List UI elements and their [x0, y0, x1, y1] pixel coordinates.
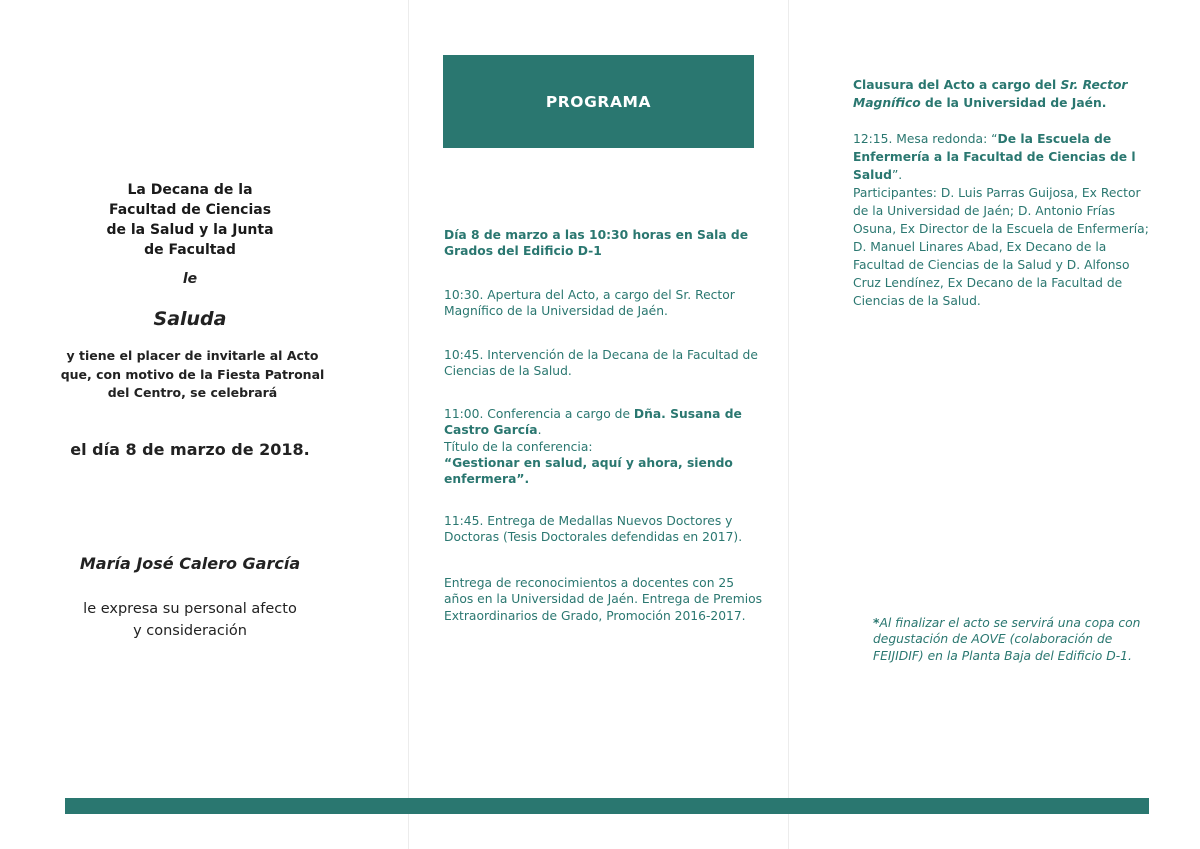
le-text: le	[182, 271, 198, 287]
conference-title: “Gestionar en salud, aquí y ahora, siendo enfermera”.	[444, 455, 733, 487]
program-item-opening: 10:30. Apertura del Acto, a cargo del Sr. Rector Magnífico de la Universidad de Jaén.	[444, 288, 735, 319]
fold-line-left	[408, 0, 409, 849]
clausura-suffix: de la Universidad de Jaén.	[920, 96, 1107, 110]
closing-line: le expresa su personal afecto	[83, 601, 297, 617]
invite-line: del Centro, se celebrará	[107, 385, 278, 400]
intro-line: La Decana de la	[127, 182, 253, 198]
reception-note	[873, 615, 1153, 664]
conference-title-label: Título de la conferencia:	[444, 439, 593, 454]
conference-prefix: 11:00. Conferencia a cargo de	[444, 407, 634, 421]
program-item-speech: 10:45. Intervención de la Decana de la Facultad de Ciencias de la Salud.	[444, 348, 758, 379]
fold-line-right	[788, 0, 789, 849]
programa-title: PROGRAMA	[545, 92, 652, 111]
invite-text	[50, 347, 335, 403]
mesa-title: De la Escuela de Enfermería a la Facultad de Ciencias de l Salud	[853, 132, 1136, 182]
round-table	[853, 130, 1153, 310]
bottom-accent-bar	[65, 798, 1149, 814]
intro-line: de la Salud y la Junta	[106, 222, 274, 238]
program-item-medals: 11:45. Entrega de Medallas Nuevos Doctores y Doctoras (Tesis Doctorales defendidas en 2017).	[444, 514, 743, 545]
program-intro: Día 8 de marzo a las 10:30 horas en Sala de Grados del Edificio D-1	[444, 228, 749, 259]
conference-suffix: .	[537, 423, 542, 438]
programa-header	[443, 55, 754, 148]
round-table-participants: Participantes: D. Luis Parras Guijosa, Ex Rector de la Universidad de Jaén; D. Antonio Frías Osuna, Ex Director de la Escuela de Enfermería; D. Manuel Linares Abad, Ex Decano de la Facultad de Ciencias de la Salud y D. Alfonso Cruz Lendínez, Ex Decano de la Facultad de Ciencias de la Salud.	[853, 186, 1149, 308]
intro-line: de Facultad	[144, 242, 236, 258]
closing-line: y consideración	[133, 623, 247, 639]
clausura-rector: Sr. Rector Magnífico	[853, 78, 1128, 110]
invite-line: que, con motivo de la Fiesta Patronal	[60, 366, 325, 382]
invitation-intro	[40, 180, 340, 260]
closing-ceremony	[853, 76, 1153, 112]
note-text: Al finalizar el acto se servirá una copa con degustación de AOVE (colaboración de FEIJIDIF) en la Planta Baja del Edificio D-1.	[873, 616, 1141, 663]
signatory-name: María José Calero García	[79, 554, 301, 573]
conference-speaker: Dña. Susana de Castro García	[444, 407, 742, 438]
saluda-heading: Saluda	[153, 308, 227, 330]
program-item-conference	[444, 406, 764, 487]
mesa-suffix: ”.	[891, 168, 903, 182]
intro-line: Facultad de Ciencias	[108, 202, 272, 218]
clausura-prefix: Clausura del Acto a cargo del	[853, 78, 1061, 92]
invite-line: y tiene el placer de invitarle al Acto	[66, 348, 319, 363]
closing-text	[40, 598, 340, 642]
program-item-awards: Entrega de reconocimientos a docentes con 25 años en la Universidad de Jaén. Entrega de Premios Extraordinarios de Grado, Promoción 2016-2017.	[444, 576, 763, 623]
note-asterisk: *	[873, 616, 880, 630]
event-date: el día 8 de marzo de 2018.	[70, 440, 310, 459]
mesa-prefix: 12:15. Mesa redonda: “	[853, 132, 998, 146]
